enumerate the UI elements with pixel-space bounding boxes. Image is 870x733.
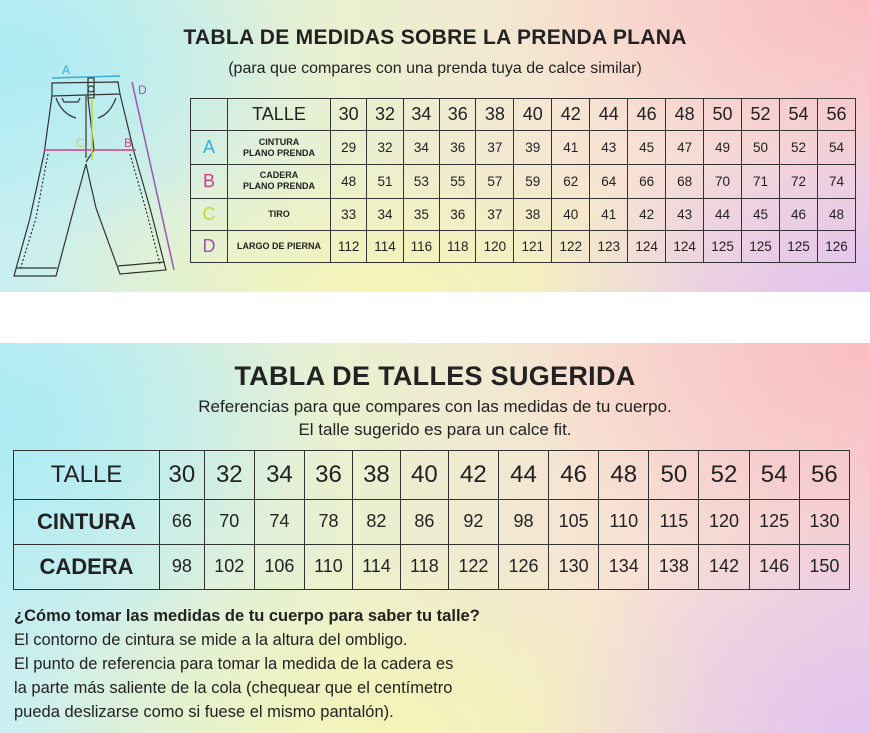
- flat-table-header-label: TALLE: [228, 99, 331, 131]
- table-cell: 118: [400, 544, 448, 589]
- table-cell: 118: [440, 230, 476, 262]
- table-cell: 138: [649, 544, 699, 589]
- flat-size-cell: 36: [440, 99, 476, 131]
- table-cell: 126: [817, 230, 855, 262]
- flat-size-cell: 32: [367, 99, 403, 131]
- table-cell: 66: [628, 164, 666, 198]
- table-cell: 42: [628, 198, 666, 230]
- table-cell: 125: [704, 230, 742, 262]
- flat-table-row-d: [191, 230, 856, 262]
- table-cell: 54: [817, 131, 855, 165]
- table-cell: 74: [817, 164, 855, 198]
- table-cell: 124: [666, 230, 704, 262]
- row-letter-d: D: [191, 230, 228, 262]
- table-cell: 120: [699, 499, 749, 544]
- table-cell: 115: [649, 499, 699, 544]
- suggested-size-cell: 38: [352, 451, 400, 500]
- suggested-size-cell: 56: [799, 451, 849, 500]
- table-cell: 29: [331, 131, 367, 165]
- row-letter-a: A: [191, 131, 228, 165]
- table-cell: 110: [599, 499, 649, 544]
- how-to-measure: [14, 604, 480, 724]
- suggested-size-cell: 40: [400, 451, 448, 500]
- suggested-sizes-table: [13, 450, 850, 590]
- measure-label-c: C: [76, 136, 85, 150]
- table-cell: 53: [403, 164, 439, 198]
- table-cell: 150: [799, 544, 849, 589]
- table-cell: 52: [780, 131, 818, 165]
- row-label-cintura: CINTURA: [14, 499, 160, 544]
- table-cell: 98: [498, 499, 548, 544]
- table-cell: 64: [590, 164, 628, 198]
- table-cell: 45: [628, 131, 666, 165]
- table-cell: 98: [160, 544, 205, 589]
- table-cell: 47: [666, 131, 704, 165]
- table-cell: 33: [331, 198, 367, 230]
- flat-measurements-table: [190, 98, 856, 263]
- flat-table-subtitle: (para que compares con una prenda tuya de calce similar): [228, 60, 642, 77]
- table-cell: 48: [331, 164, 367, 198]
- table-cell: 122: [448, 544, 498, 589]
- jeans-diagram: [0, 58, 180, 288]
- table-cell: 49: [704, 131, 742, 165]
- table-cell: 44: [704, 198, 742, 230]
- suggested-table-title: TABLA DE TALLES SUGERIDA: [234, 361, 636, 391]
- table-cell: 41: [552, 131, 590, 165]
- row-letter-c: C: [191, 198, 228, 230]
- suggested-table-subtitle-1: Referencias para que compares con las medidas de tu cuerpo.: [198, 397, 672, 416]
- table-cell: 45: [742, 198, 780, 230]
- flat-size-cell: 52: [742, 99, 780, 131]
- table-cell: 116: [403, 230, 439, 262]
- table-cell: 43: [666, 198, 704, 230]
- suggested-size-cell: 30: [160, 451, 205, 500]
- table-cell: 120: [476, 230, 514, 262]
- flat-size-cell: 50: [704, 99, 742, 131]
- flat-size-cell: 38: [476, 99, 514, 131]
- suggested-table-subtitle-2: El talle sugerido es para un calce fit.: [298, 420, 572, 439]
- table-cell: 146: [749, 544, 799, 589]
- table-cell: 46: [780, 198, 818, 230]
- suggested-size-cell: 48: [599, 451, 649, 500]
- suggested-size-cell: 32: [204, 451, 254, 500]
- table-cell: 41: [590, 198, 628, 230]
- table-cell: 36: [440, 131, 476, 165]
- measure-line-d: [132, 82, 174, 270]
- table-cell: 102: [204, 544, 254, 589]
- suggested-size-cell: 52: [699, 451, 749, 500]
- table-cell: 112: [331, 230, 367, 262]
- flat-size-cell: 54: [780, 99, 818, 131]
- row-label-cadera: CADERA PLANO PRENDA: [228, 164, 331, 198]
- measure-label-a: A: [62, 63, 71, 77]
- row-label-tiro: TIRO: [228, 198, 331, 230]
- table-cell: 130: [549, 544, 599, 589]
- table-cell: 86: [400, 499, 448, 544]
- row-label-cintura: CINTURA PLANO PRENDA: [228, 131, 331, 165]
- flat-table-corner: [191, 99, 228, 131]
- table-cell: 106: [254, 544, 304, 589]
- row-label-cadera: CADERA: [14, 544, 160, 589]
- flat-size-cell: 56: [817, 99, 855, 131]
- table-cell: 59: [514, 164, 552, 198]
- table-cell: 40: [552, 198, 590, 230]
- how-to-line: El punto de referencia para tomar la medida de la cadera es: [14, 655, 454, 673]
- flat-size-cell: 34: [403, 99, 439, 131]
- row-label-largo: LARGO DE PIERNA: [228, 230, 331, 262]
- suggested-size-cell: 42: [448, 451, 498, 500]
- table-cell: 124: [628, 230, 666, 262]
- table-cell: 121: [514, 230, 552, 262]
- table-cell: 70: [704, 164, 742, 198]
- flat-size-cell: 40: [514, 99, 552, 131]
- table-cell: 125: [780, 230, 818, 262]
- table-cell: 125: [742, 230, 780, 262]
- table-cell: 70: [204, 499, 254, 544]
- suggested-size-cell: 36: [304, 451, 352, 500]
- flat-size-cell: 44: [590, 99, 628, 131]
- table-cell: 34: [367, 198, 403, 230]
- flat-measurements-panel: [0, 0, 870, 292]
- how-to-line: El contorno de cintura se mide a la altura del ombligo.: [14, 631, 408, 649]
- table-cell: 51: [367, 164, 403, 198]
- how-to-line: la parte más saliente de la cola (chequear que el centímetro: [14, 679, 453, 697]
- flat-table-row-c: [191, 198, 856, 230]
- table-cell: 35: [403, 198, 439, 230]
- table-cell: 37: [476, 198, 514, 230]
- suggested-table-header-label: TALLE: [14, 451, 160, 500]
- table-cell: 39: [514, 131, 552, 165]
- table-cell: 142: [699, 544, 749, 589]
- table-cell: 68: [666, 164, 704, 198]
- table-cell: 55: [440, 164, 476, 198]
- table-cell: 125: [749, 499, 799, 544]
- flat-table-row-a: [191, 131, 856, 165]
- row-letter-b: B: [191, 164, 228, 198]
- suggested-size-cell: 34: [254, 451, 304, 500]
- table-cell: 57: [476, 164, 514, 198]
- measure-label-b: B: [124, 136, 133, 150]
- how-to-question: ¿Cómo tomar las medidas de tu cuerpo para saber tu talle?: [14, 607, 480, 625]
- table-cell: 92: [448, 499, 498, 544]
- table-cell: 43: [590, 131, 628, 165]
- how-to-line: pueda deslizarse como si fuese el mismo pantalón).: [14, 703, 394, 721]
- table-cell: 78: [304, 499, 352, 544]
- flat-table-row-b: [191, 164, 856, 198]
- table-cell: 48: [817, 198, 855, 230]
- table-cell: 110: [304, 544, 352, 589]
- table-cell: 34: [403, 131, 439, 165]
- flat-table-header-row: [191, 99, 856, 131]
- flat-size-cell: 30: [331, 99, 367, 131]
- jeans-outline: [14, 94, 166, 276]
- suggested-size-cell: 50: [649, 451, 699, 500]
- suggested-table-header-row: [14, 451, 850, 500]
- table-cell: 50: [742, 131, 780, 165]
- table-cell: 37: [476, 131, 514, 165]
- table-cell: 71: [742, 164, 780, 198]
- table-cell: 36: [440, 198, 476, 230]
- table-cell: 105: [549, 499, 599, 544]
- table-cell: 62: [552, 164, 590, 198]
- flat-size-cell: 48: [666, 99, 704, 131]
- table-cell: 114: [367, 230, 403, 262]
- table-cell: 74: [254, 499, 304, 544]
- table-cell: 126: [498, 544, 548, 589]
- suggested-size-cell: 54: [749, 451, 799, 500]
- suggested-sizes-panel: [0, 343, 870, 733]
- table-cell: 82: [352, 499, 400, 544]
- flat-size-cell: 46: [628, 99, 666, 131]
- suggested-row-cadera: [14, 544, 850, 589]
- flat-size-cell: 42: [552, 99, 590, 131]
- table-cell: 134: [599, 544, 649, 589]
- table-cell: 38: [514, 198, 552, 230]
- jeans-waistband: [52, 82, 120, 96]
- flat-table-title: TABLA DE MEDIDAS SOBRE LA PRENDA PLANA: [183, 26, 687, 49]
- table-cell: 130: [799, 499, 849, 544]
- table-cell: 66: [160, 499, 205, 544]
- table-cell: 72: [780, 164, 818, 198]
- suggested-size-cell: 46: [549, 451, 599, 500]
- table-cell: 32: [367, 131, 403, 165]
- suggested-row-cintura: [14, 499, 850, 544]
- table-cell: 122: [552, 230, 590, 262]
- table-cell: 114: [352, 544, 400, 589]
- suggested-size-cell: 44: [498, 451, 548, 500]
- table-cell: 123: [590, 230, 628, 262]
- measure-label-d: D: [138, 83, 147, 97]
